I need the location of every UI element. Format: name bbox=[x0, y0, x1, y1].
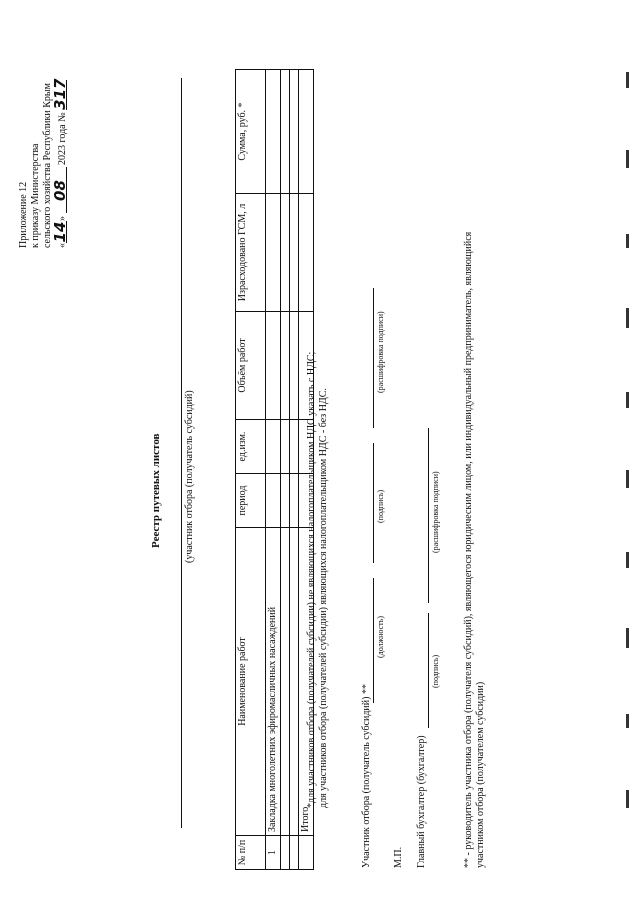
table-cell bbox=[290, 528, 299, 836]
table-cell bbox=[290, 474, 299, 528]
table-cell bbox=[266, 194, 281, 312]
footnote-line-2: участником отбора (получателем субсидии) bbox=[475, 681, 486, 868]
table-cell bbox=[281, 528, 290, 836]
signature-line bbox=[373, 443, 374, 563]
table-cell bbox=[266, 474, 281, 528]
table-header-row bbox=[236, 70, 266, 870]
vat-note-line-2: для участников отбора (получателей субсидии) являющихся налогоплательщиком НДС - без НДС. bbox=[318, 388, 329, 808]
table-cell bbox=[281, 70, 290, 194]
chief-signature-line bbox=[428, 613, 429, 728]
annex-year-suffix: года № bbox=[57, 112, 68, 143]
vat-note-line-1: *для участников отбора (получателей субсидии) не являющихся налогоплательщиком НДС указать с НДС; bbox=[306, 351, 317, 808]
table-cell bbox=[281, 194, 290, 312]
annex-number: 317 bbox=[51, 78, 69, 110]
stamp-place: М.П. bbox=[393, 846, 404, 868]
total-label: Итого bbox=[299, 528, 314, 836]
annex-line-2: к приказу Министерства bbox=[30, 143, 41, 248]
chief-signature-caption: (подпись) bbox=[431, 654, 440, 688]
table-cell bbox=[266, 312, 281, 420]
col-number-header: № п/п bbox=[236, 836, 266, 870]
position-line bbox=[373, 578, 374, 703]
table-cell bbox=[281, 474, 290, 528]
annex-day: 14 bbox=[51, 221, 69, 243]
table-cell bbox=[266, 70, 281, 194]
table-cell bbox=[290, 312, 299, 420]
col-sum-header: Сумма, руб. * bbox=[236, 70, 266, 194]
annex-block bbox=[18, 80, 69, 248]
annex-date-line: «14» 08 2023 года № 317 bbox=[51, 78, 69, 248]
table-cell bbox=[290, 70, 299, 194]
scan-edge-marks bbox=[620, 0, 640, 908]
col-fuel-header: Израсходовано ГСМ, л bbox=[236, 194, 266, 312]
table-cell bbox=[299, 194, 314, 312]
footnote bbox=[463, 232, 487, 868]
table-cell bbox=[290, 836, 299, 870]
participant-signature-label: Участник отбора (получатель субсидий) ** bbox=[361, 684, 372, 868]
table-cell bbox=[281, 836, 290, 870]
col-unit-header: ед.изм. bbox=[236, 420, 266, 474]
participant-caption: (участник отбора (получатель субсидий) bbox=[184, 390, 195, 563]
col-period-header: период bbox=[236, 474, 266, 528]
table-row bbox=[290, 70, 299, 870]
chief-decode-line bbox=[428, 428, 429, 603]
chief-decode-caption: (расшифровка подписи) bbox=[431, 471, 440, 553]
table-cell bbox=[281, 420, 290, 474]
position-caption: (должность) bbox=[376, 616, 385, 658]
table-cell bbox=[299, 70, 314, 194]
annex-line-1: Приложение 12 bbox=[18, 181, 29, 248]
participant-line bbox=[181, 78, 182, 828]
table-cell: 1 bbox=[266, 836, 281, 870]
signature-caption: (подпись) bbox=[376, 489, 385, 523]
footnote-line-1: ** - руководитель участника отбора (получателя субсидий), являющегося юридическим лицом, или индивидуальный предприниматель, являющийся bbox=[463, 231, 474, 868]
table-cell bbox=[290, 420, 299, 474]
table-cell: Закладка многолетних эфиромасличных насаждений bbox=[266, 528, 281, 836]
vat-notes bbox=[306, 352, 330, 808]
annex-line-3: сельского хозяйства Республики Крым bbox=[42, 83, 53, 248]
decode-line bbox=[373, 288, 374, 428]
annex-month: 08 bbox=[54, 168, 67, 214]
document-title: Реестр путевых листов bbox=[150, 433, 162, 548]
chief-accountant-label: Главный бухгалтер (бухгалтер) bbox=[416, 735, 427, 868]
table-row bbox=[281, 70, 290, 870]
register-table bbox=[235, 69, 314, 870]
col-volume-header: Объём работ bbox=[236, 312, 266, 420]
annex-year: 2023 bbox=[57, 145, 68, 165]
table-cell bbox=[299, 836, 314, 870]
table-cell bbox=[290, 194, 299, 312]
table-cell bbox=[266, 420, 281, 474]
table-row bbox=[266, 70, 281, 870]
decode-caption: (расшифровка подписи) bbox=[376, 311, 385, 393]
table-cell bbox=[281, 312, 290, 420]
col-work-name-header: Наименование работ bbox=[236, 528, 266, 836]
